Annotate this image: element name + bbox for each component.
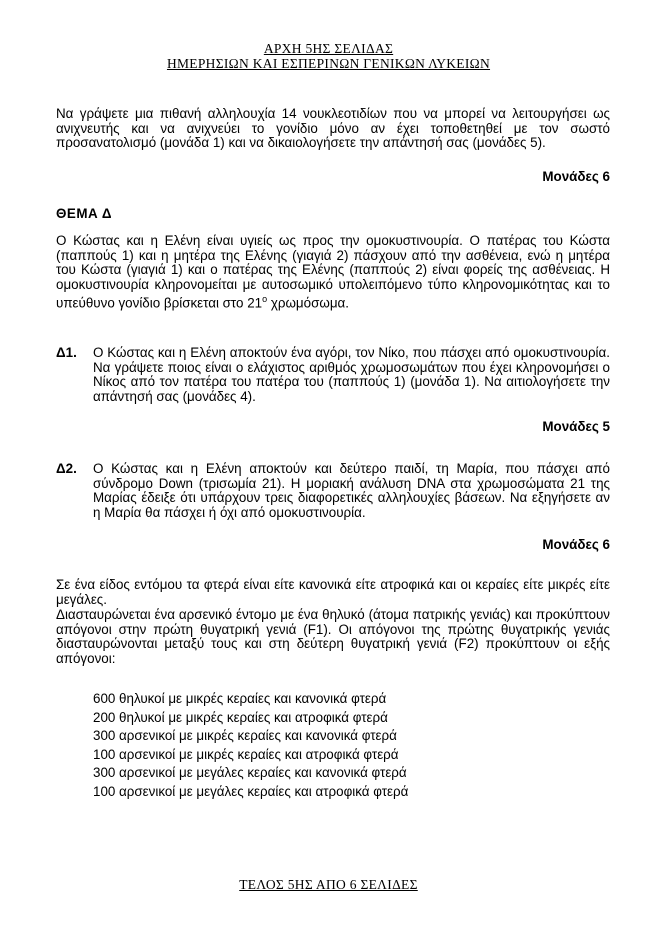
offspring-item: 200 θηλυκοί με μικρές κεραίες και ατροφικά φτερά xyxy=(93,709,388,725)
page-header-line-2: ΗΜΕΡΗΣΙΩΝ ΚΑΙ ΕΣΠΕΡΙΝΩΝ ΓΕΝΙΚΩΝ ΛΥΚΕΙΩΝ xyxy=(166,56,491,71)
offspring-item: 600 θηλυκοί με μικρές κεραίες και κανονικά φτερά xyxy=(93,691,387,706)
question-d1-marks: Μονάδες 5 xyxy=(542,419,610,434)
question-d1-label: Δ1. xyxy=(56,345,77,360)
section-paragraph: Ο Κώστας και η Ελένη είναι υγιείς ως προς την ομοκυστινουρία. Ο πατέρας του Κώστα (παππούς 1) και η μητέρα της Ελένης (γιαγιά 2) πάσχουν από την ασθένεια, ενώ η μητέρα του Κώστα (γιαγιά 1) και ο πατέρας της Ελένης (παππούς 2) είναι φορείς της ασθένειας. Η ομοκυστινουρία κληρονομείται με αυτοσωμικό υπολειπόμενο τύπο κληρονομικότητας και το υπεύθυνο γονίδιο βρίσκεται στο $21^o$ χρωμόσωμα. xyxy=(56,233,610,311)
page-header-line-1: ΑΡΧΗ 5ΗΣ ΣΕΛΙΔΑΣ xyxy=(263,41,394,56)
section-title: ΘΕΜΑ Δ xyxy=(56,206,113,221)
question-d2-marks: Μονάδες 6 xyxy=(542,537,610,552)
offspring-list xyxy=(93,690,613,802)
insect-paragraph-1: Σε ένα είδος εντόμου τα φτερά είναι είτε κανονικά είτε ατροφικά και οι κεραίες είτε μικρές είτε μεγάλες. xyxy=(56,577,610,607)
offspring-item: 100 αρσενικοί με μικρές κεραίες και ατροφικά φτερά xyxy=(93,746,399,762)
intro-question-marks: Μονάδες 6 xyxy=(542,169,610,184)
question-d2-text: Ο Κώστας και η Ελένη αποκτούν και δεύτερο παιδί, τη Μαρία, που πάσχει από σύνδρομο Down (τρισωμία 21). Η μοριακή ανάλυση DNA στα χρωμοσώματα 21 της Μαρίας έδειξε ότι υπάρχουν τρεις διαφορετικές αλληλουχίες βάσεων. Να εξηγήσετε αν η Μαρία θα πάσχει ή όχι από ομοκυστινουρία. xyxy=(93,461,610,520)
offspring-item: 300 αρσενικοί με μεγάλες κεραίες και κανονικά φτερά xyxy=(93,765,407,781)
offspring-item: 100 αρσενικοί με μεγάλες κεραίες και ατροφικά φτερά xyxy=(93,783,409,799)
question-d1-text: Ο Κώστας και η Ελένη αποκτούν ένα αγόρι, τον Νίκο, που πάσχει από ομοκυστινουρία. Να γράψετε ποιος είναι ο ελάχιστος αριθμός χρωμοσωμάτων που έχει κληρονομήσει ο Νίκος από τον πατέρα του πατέρα του (παππούς 1) (μονάδα 1). Να αιτιολογήσετε την απάντησή σας (μονάδες 4). xyxy=(93,345,610,404)
question-d2-label: Δ2. xyxy=(56,461,77,476)
page-footer: ΤΕΛΟΣ 5ΗΣ ΑΠΟ 6 ΣΕΛΙΔΕΣ xyxy=(239,877,418,892)
intro-question-text: Να γράψετε μια πιθανή αλληλουχία 14 νουκλεοτιδίων που να μπορεί να λειτουργήσει ως ανιχνευτής και να ανιχνεύει το γονίδιο μόνο αν έχει τοποθετηθεί με τον σωστό προσανατολισμό (μονάδα 1) και να δικαιολογήσετε την απάντησή σας (μονάδες 5). xyxy=(56,106,610,151)
offspring-item: 300 αρσενικοί με μικρές κεραίες και κανονικά φτερά xyxy=(93,728,397,744)
insect-paragraph-2: Διασταυρώνεται ένα αρσενικό έντομο με ένα θηλυκό (άτομα πατρικής γενιάς) και προκύπτουν απόγονοι στην πρώτη θυγατρική γενιά (F1). Οι απόγονοι της πρώτης θυγατρικής γενιάς διασταυρώνονται μεταξύ τους και στη δεύτερη θυγατρική γενιά (F2) προκύπτουν οι εξής απόγονοι: xyxy=(56,607,610,666)
